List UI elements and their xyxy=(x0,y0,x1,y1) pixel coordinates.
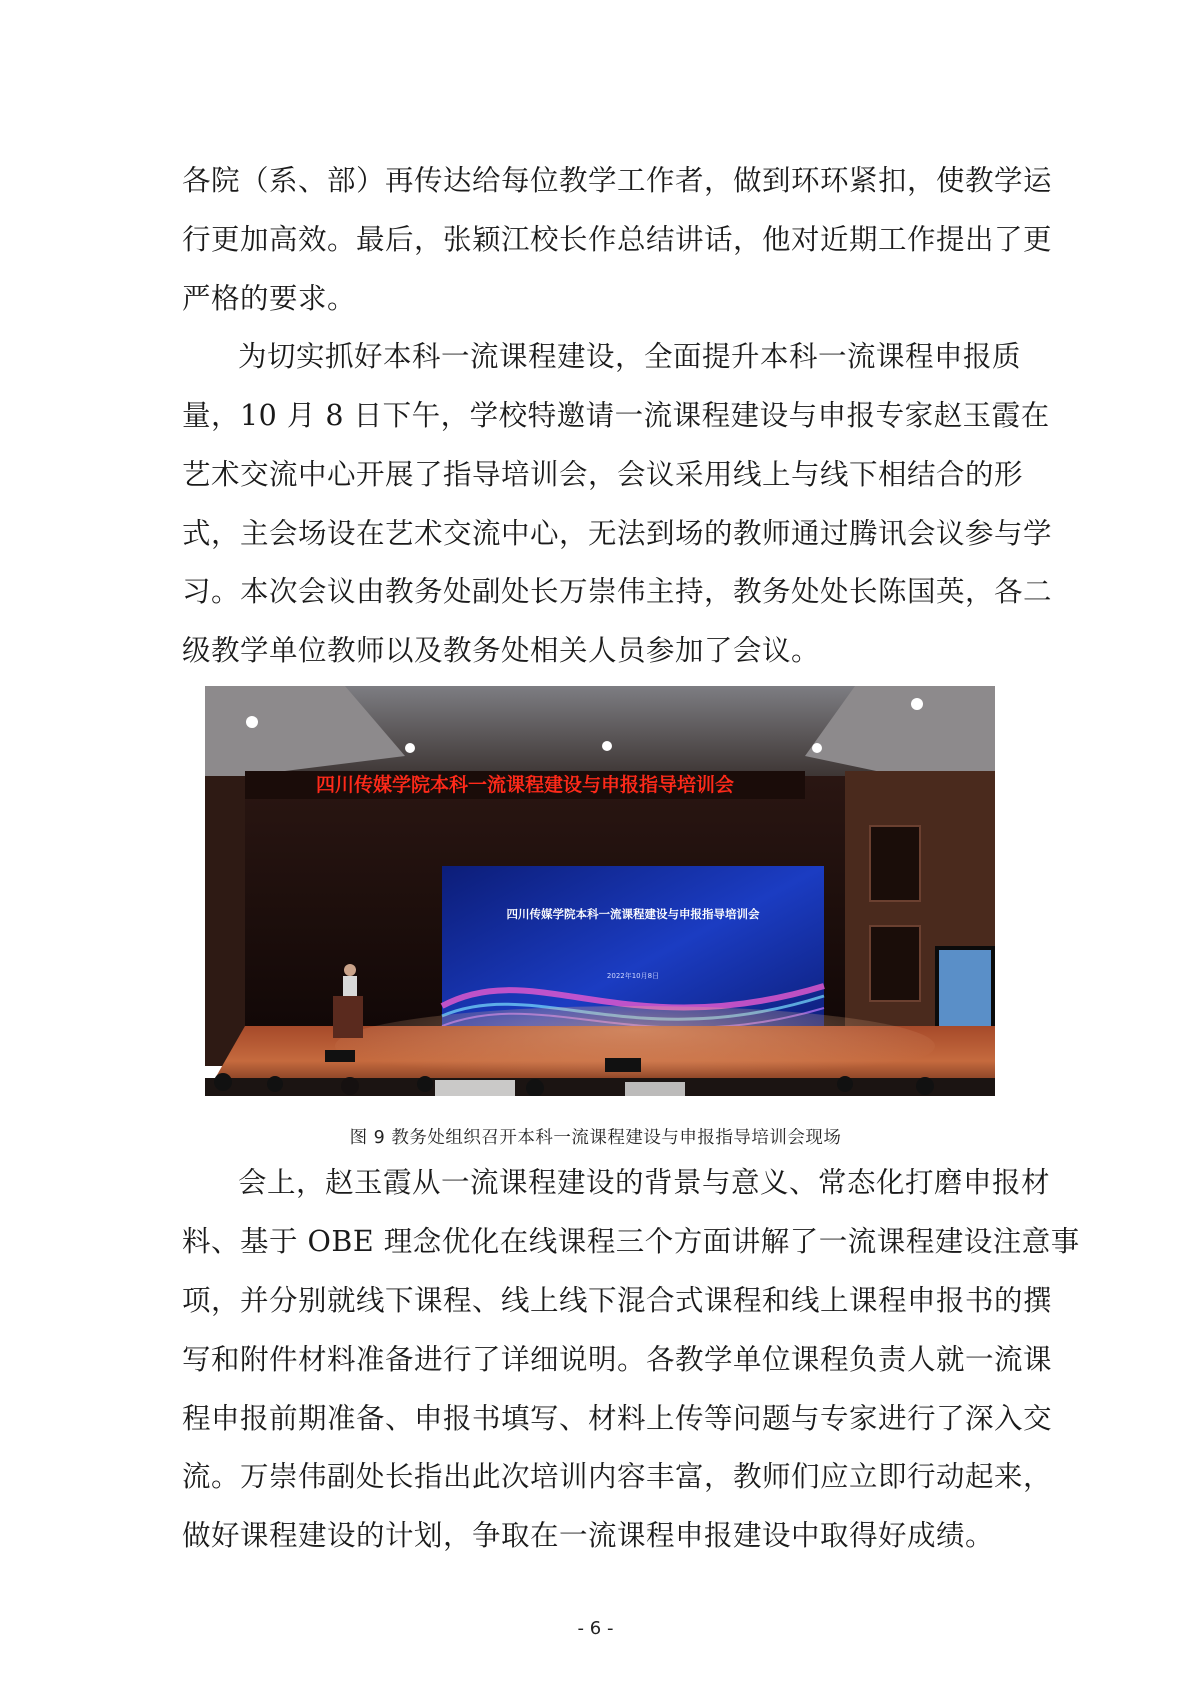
paragraph-line: 量，10 月 8 日下午，学校特邀请一流课程建设与申报专家赵玉霞在 xyxy=(182,399,1050,432)
paragraph-line: 行更加高效。最后，张颖江校长作总结讲话，他对近期工作提出了更 xyxy=(182,223,1053,256)
paragraph-line: 做好课程建设的计划，争取在一流课程申报建设中取得好成绩。 xyxy=(182,1519,995,1552)
ceiling-light xyxy=(812,743,822,753)
screen-title: 四川传媒学院本科一流课程建设与申报指导培训会 xyxy=(506,907,760,921)
ceiling-light xyxy=(911,698,923,710)
page-number: - 6 - xyxy=(577,1618,614,1639)
screen-date: 2022年10月8日 xyxy=(606,972,660,980)
led-banner: 四川传媒学院本科一流课程建设与申报指导培训会 xyxy=(315,774,735,796)
event-photo xyxy=(205,686,995,1096)
paragraph-line: 艺术交流中心开展了指导培训会，会议采用线上与线下相结合的形 xyxy=(182,458,1024,491)
paragraph-line: 式，主会场设在艺术交流中心，无法到场的教师通过腾讯会议参与学 xyxy=(182,517,1053,550)
ceiling-light xyxy=(602,741,612,751)
paragraph-line: 为切实抓好本科一流课程建设，全面提升本科一流课程申报质 xyxy=(238,340,1022,373)
paragraph-line: 料、基于 OBE 理念优化在线课程三个方面讲解了一流课程建设注意事 xyxy=(182,1225,1080,1258)
paragraph-line: 习。本次会议由教务处副处长万崇伟主持，教务处处长陈国英，各二 xyxy=(182,575,1053,608)
paragraph-line: 项，并分别就线下课程、线上线下混合式课程和线上课程申报书的撰 xyxy=(182,1284,1053,1317)
paragraph-line: 严格的要求。 xyxy=(182,282,357,315)
figure-caption: 图 9 教务处组织召开本科一流课程建设与申报指导培训会现场 xyxy=(349,1128,842,1148)
paragraph-line: 程申报前期准备、申报书填写、材料上传等问题与专家进行了深入交 xyxy=(182,1402,1053,1435)
ceiling-light xyxy=(246,716,258,728)
podium xyxy=(333,996,363,1038)
paragraph-line: 会上，赵玉霞从一流课程建设的背景与意义、常态化打磨申报材 xyxy=(238,1166,1051,1199)
ceiling-light xyxy=(405,743,415,753)
paragraph-line: 级教学单位教师以及教务处相关人员参加了会议。 xyxy=(182,634,821,667)
paragraph-line: 流。万崇伟副处长指出此次培训内容丰富，教师们应立即行动起来， xyxy=(182,1460,1053,1493)
paragraph-line: 各院（系、部）再传达给每位教学工作者，做到环环紧扣，使教学运 xyxy=(182,164,1053,197)
paragraph-line: 写和附件材料准备进行了详细说明。各教学单位课程负责人就一流课 xyxy=(182,1343,1053,1376)
